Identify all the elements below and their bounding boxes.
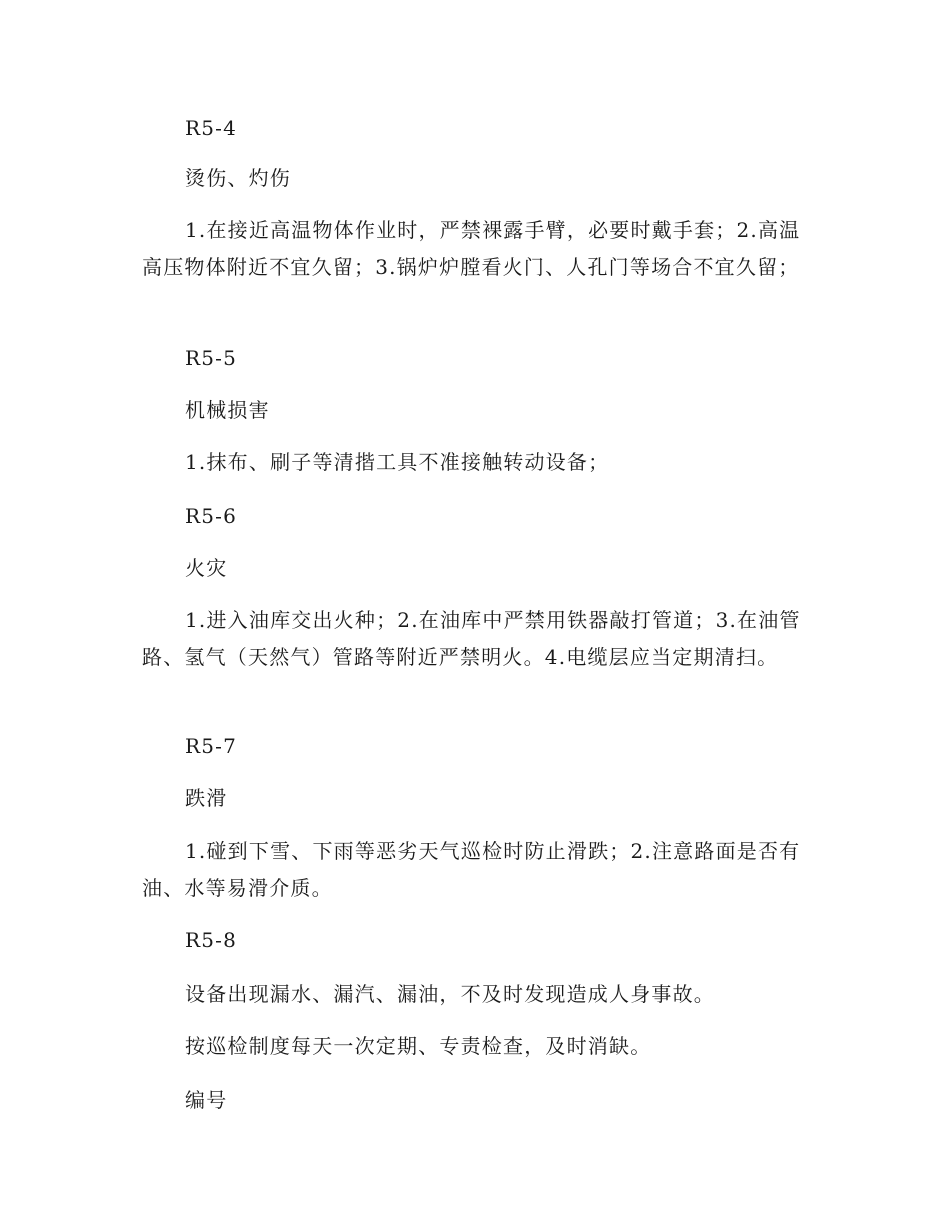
measures-leak: 按巡检制度每天一次定期、专责检查，及时消缺。 — [185, 1034, 652, 1058]
code-r5-5: R5-5 — [185, 346, 238, 370]
measures-slip: 1.碰到下雪、下雨等恶劣天气巡检时防止滑跌；2.注意路面是否有油、水等易滑介质。 — [142, 839, 801, 900]
hazard-description-leak: 设备出现漏水、漏汽、漏油，不及时发现造成人身事故。 — [185, 982, 715, 1006]
hazard-title-fire: 火灾 — [185, 556, 228, 580]
measures-fire: 1.进入油库交出火种；2.在油库中严禁用铁器敲打管道；3.在油管路、氢气（天然气）管路等附近严禁明火。4.电缆层应当定期清扫。 — [142, 608, 801, 669]
measures-burn: 1.在接近高温物体作业时，严禁裸露手臂，必要时戴手套；2.高温高压物体附近不宜久留；3.锅炉炉膛看火门、人孔门等场合不宜久留； — [142, 218, 801, 279]
code-r5-6: R5-6 — [185, 504, 238, 528]
label-number: 编号 — [185, 1088, 228, 1112]
code-r5-4: R5-4 — [185, 116, 238, 140]
code-r5-8: R5-8 — [185, 928, 238, 952]
hazard-title-slip: 跌滑 — [185, 786, 228, 810]
measures-mechanical: 1.抹布、刷子等清揩工具不准接触转动设备； — [185, 450, 610, 474]
code-r5-7: R5-7 — [185, 734, 238, 758]
hazard-title-mechanical: 机械损害 — [185, 398, 270, 422]
hazard-title-burn: 烫伤、灼伤 — [185, 166, 291, 190]
